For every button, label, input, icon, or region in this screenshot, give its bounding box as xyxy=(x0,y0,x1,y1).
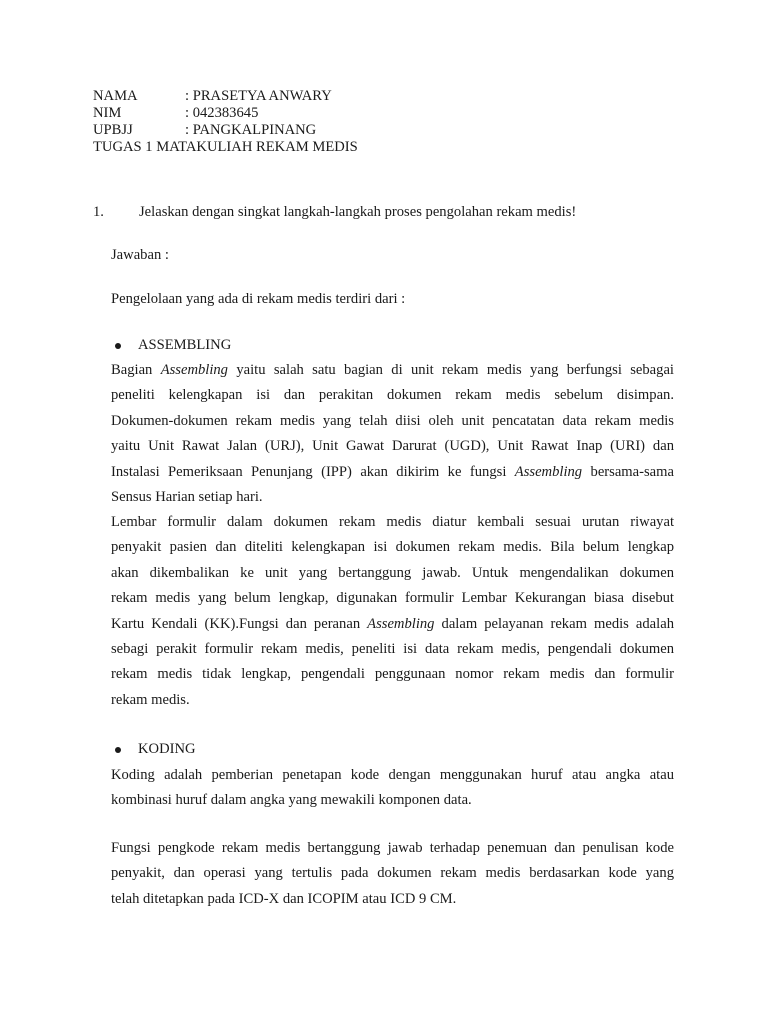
header-label: UPBJJ xyxy=(93,122,133,138)
question-number: 1. xyxy=(93,204,104,220)
paragraph-line xyxy=(111,662,674,687)
line-text: bersama-sama xyxy=(582,463,674,480)
header-value: : PANGKALPINANG xyxy=(185,122,317,138)
line-text: dalam pelayanan rekam medis adalah xyxy=(434,615,674,632)
line-text: rekam medis tidak lengkap, pengendali penggunaan nomor rekam medis dan formulir xyxy=(111,666,674,683)
paragraph-line xyxy=(111,887,674,912)
question-1 xyxy=(93,204,693,221)
paragraph-line xyxy=(111,561,674,586)
paragraph-line xyxy=(111,637,674,662)
paragraph-line xyxy=(111,763,674,788)
paragraph-line xyxy=(111,460,674,485)
section-heading: KODING xyxy=(138,741,196,757)
paragraph-line xyxy=(111,383,674,408)
line-text: Fungsi pengkode rekam medis bertanggung jawab terhadap penemuan dan penulisan kode xyxy=(111,840,674,856)
koding-paragraph-2 xyxy=(111,836,674,912)
line-text: Lembar formulir dalam dokumen rekam medis diatur kembali sesuai urutan riwayat xyxy=(111,514,674,530)
intro-text: Pengelolaan yang ada di rekam medis terdiri dari : xyxy=(111,291,406,307)
koding-paragraph-1 xyxy=(111,763,674,814)
bullet-icon xyxy=(115,747,121,753)
section-heading-assembling xyxy=(115,337,231,354)
line-text: peneliti kelengkapan isi dan perakitan dokumen rekam medis sebelum disimpan. xyxy=(111,387,674,404)
line-text: sebagi perakit formulir rekam medis, peneliti isi data rekam medis, pengendali dokumen xyxy=(111,640,674,657)
header-row-upbjj xyxy=(93,122,358,139)
paragraph-line xyxy=(111,688,674,713)
paragraph-line xyxy=(111,434,674,459)
line-text: rekam medis yang belum lengkap, digunakan formulir Lembar Kekurangan biasa disebut xyxy=(111,590,674,607)
header-value: : 042383645 xyxy=(185,105,259,121)
line-text: Dokumen-dokumen rekam medis yang telah diisi oleh unit pencatatan data rekam medis xyxy=(111,412,674,429)
paragraph-line xyxy=(111,409,674,434)
paragraph-line xyxy=(111,485,674,510)
paragraph-line xyxy=(111,788,674,813)
header-label: NAMA xyxy=(93,88,138,104)
paragraph-line xyxy=(111,612,674,637)
line-text: akan dikembalikan ke unit yang bertanggung jawab. Untuk mengendalikan dokumen xyxy=(111,564,674,581)
line-text: Sensus Harian setiap hari. xyxy=(111,488,263,505)
italic-term: Assembling xyxy=(160,362,228,378)
header-row-nama xyxy=(93,88,358,105)
line-text: Koding adalah pemberian penetapan kode dengan menggunakan huruf atau angka atau xyxy=(111,767,674,783)
line-text: telah ditetapkan pada ICD-X dan ICOPIM atau ICD 9 CM. xyxy=(111,890,457,907)
line-text: penyakit, dan operasi yang tertulis pada dokumen rekam medis berdasarkan kode yang xyxy=(111,865,674,882)
paragraph-line xyxy=(111,586,674,611)
bullet-icon xyxy=(115,343,121,349)
italic-term: Assembling xyxy=(367,615,435,632)
line-text: penyakit pasien dan diteliti kelengkapan isi dokumen rekam medis. Bila belum lengkap xyxy=(111,539,674,556)
line-text: yaitu salah satu bagian di unit rekam medis yang berfungsi sebagai xyxy=(227,362,674,378)
answer-label: Jawaban : xyxy=(111,247,169,263)
header-label: NIM xyxy=(93,105,122,121)
header-row-nim xyxy=(93,105,358,122)
section-heading-koding xyxy=(115,741,196,758)
assignment-title: TUGAS 1 MATAKULIAH REKAM MEDIS xyxy=(93,139,358,155)
line-text: Kartu Kendali (KK).Fungsi dan peranan xyxy=(111,615,368,632)
paragraph-line xyxy=(111,358,674,383)
identity-header xyxy=(93,88,358,156)
header-value: : PRASETYA ANWARY xyxy=(185,88,332,104)
paragraph-line xyxy=(111,836,674,861)
paragraph-line xyxy=(111,510,674,535)
question-text: Jelaskan dengan singkat langkah-langkah proses pengolahan rekam medis! xyxy=(139,204,577,220)
paragraph-line xyxy=(111,535,674,560)
assembling-paragraph-2 xyxy=(111,510,674,713)
section-heading: ASSEMBLING xyxy=(138,337,232,353)
paragraph-line xyxy=(111,861,674,886)
line-text: Instalasi Pemeriksaan Penunjang (IPP) akan dikirim ke fungsi xyxy=(111,463,515,480)
line-text: kombinasi huruf dalam angka yang mewakili komponen data. xyxy=(111,792,472,809)
assembling-paragraph-1 xyxy=(111,358,674,510)
line-text: Bagian xyxy=(111,362,161,378)
line-text: yaitu Unit Rawat Jalan (URJ), Unit Gawat Darurat (UGD), Unit Rawat Inap (URI) dan xyxy=(111,438,674,455)
line-text: rekam medis. xyxy=(111,691,190,708)
italic-term: Assembling xyxy=(514,463,583,480)
